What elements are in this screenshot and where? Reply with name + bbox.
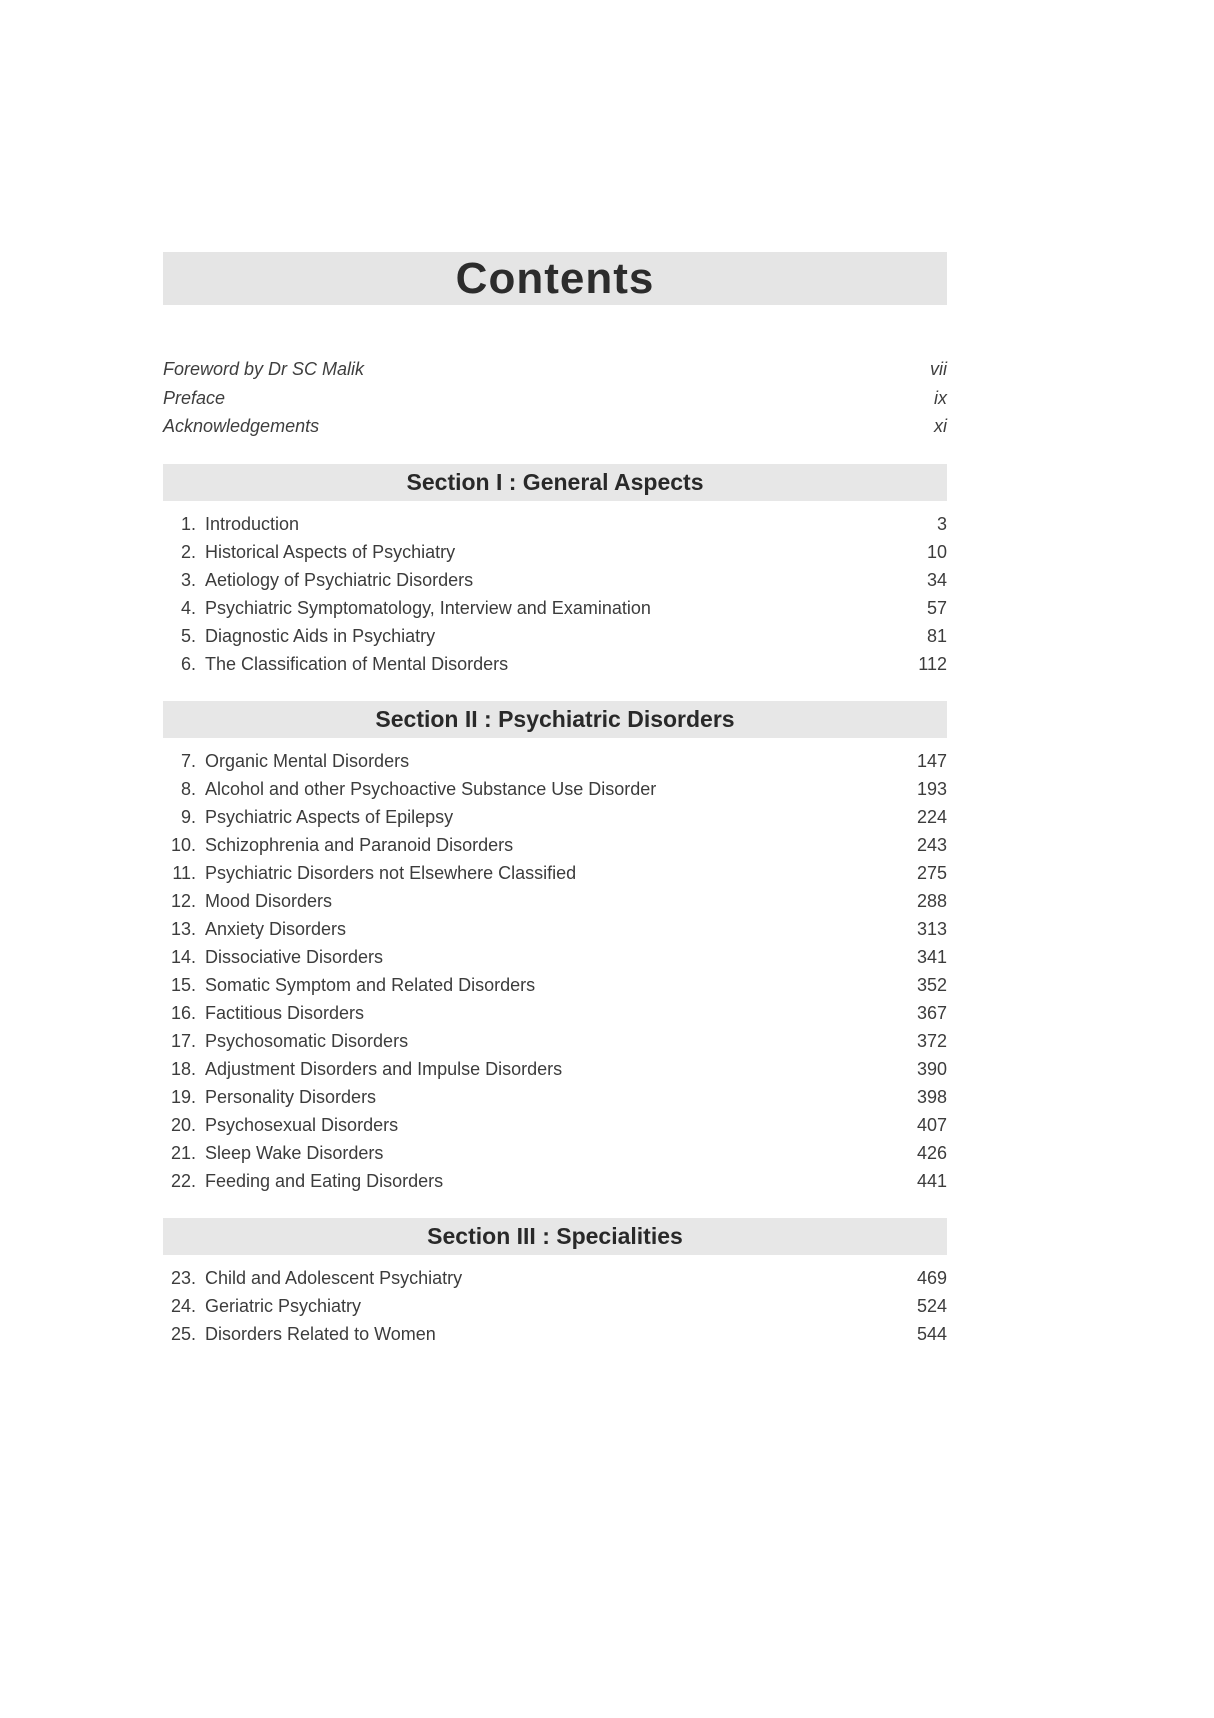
chapter-title: Alcohol and other Psychoactive Substance Use Disorder xyxy=(205,778,657,799)
chapter-title: Aetiology of Psychiatric Disorders xyxy=(205,569,474,590)
front-matter-row xyxy=(163,384,947,413)
chapter-title: Psychosexual Disorders xyxy=(205,1114,399,1135)
chapter-title: Anxiety Disorders xyxy=(205,918,347,939)
toc-entry-row xyxy=(163,747,947,775)
chapter-page-number: 524 xyxy=(916,1295,947,1316)
chapter-number: 22. xyxy=(170,1170,196,1191)
chapter-title: Adjustment Disorders and Impulse Disorders xyxy=(205,1058,563,1079)
chapter-number: 8. xyxy=(180,778,196,799)
toc-entry-row xyxy=(163,803,947,831)
sections-container xyxy=(163,464,947,1348)
toc-entry-row xyxy=(163,1027,947,1055)
chapter-number: 3. xyxy=(180,569,196,590)
front-matter-list xyxy=(163,355,947,441)
chapter-title: Diagnostic Aids in Psychiatry xyxy=(205,625,436,646)
chapter-page-number: 544 xyxy=(916,1323,947,1344)
chapter-page-number: 243 xyxy=(916,834,947,855)
front-matter-row xyxy=(163,355,947,384)
front-matter-label: Preface xyxy=(163,387,226,408)
section-entries xyxy=(163,747,947,1195)
chapter-number: 20. xyxy=(170,1114,196,1135)
section-title: Section II : Psychiatric Disorders xyxy=(375,705,735,732)
chapter-page-number: 398 xyxy=(916,1086,947,1107)
toc-entry-row xyxy=(163,887,947,915)
chapter-number: 7. xyxy=(180,750,196,771)
chapter-number: 16. xyxy=(170,1002,196,1023)
toc-section xyxy=(163,1218,947,1348)
chapter-page-number: 193 xyxy=(916,778,947,799)
section-heading-banner xyxy=(163,464,947,501)
toc-entry-row xyxy=(163,650,947,678)
toc-entry-row xyxy=(163,510,947,538)
chapter-page-number: 81 xyxy=(926,625,947,646)
chapter-title: Psychiatric Aspects of Epilepsy xyxy=(205,806,454,827)
chapter-page-number: 390 xyxy=(916,1058,947,1079)
chapter-page-number: 57 xyxy=(926,597,947,618)
front-matter-row xyxy=(163,412,947,441)
toc-entry-row xyxy=(163,1264,947,1292)
toc-entry-row xyxy=(163,831,947,859)
front-matter-page-number: vii xyxy=(930,359,947,379)
chapter-page-number: 372 xyxy=(916,1030,947,1051)
chapter-number: 5. xyxy=(180,625,196,646)
chapter-number: 1. xyxy=(180,513,196,534)
chapter-number: 19. xyxy=(170,1086,196,1107)
chapter-title: Dissociative Disorders xyxy=(205,946,384,967)
toc-entry-row xyxy=(163,1055,947,1083)
toc-entry-row xyxy=(163,1167,947,1195)
section-heading-banner xyxy=(163,1218,947,1255)
section-title: Section I : General Aspects xyxy=(406,468,704,495)
chapter-page-number: 10 xyxy=(926,541,947,562)
toc-entry-row xyxy=(163,1139,947,1167)
chapter-title: Historical Aspects of Psychiatry xyxy=(205,541,456,562)
chapter-page-number: 147 xyxy=(916,750,947,771)
toc-entry-row xyxy=(163,1111,947,1139)
toc-entry-row xyxy=(163,775,947,803)
section-entries xyxy=(163,510,947,678)
chapter-title: Geriatric Psychiatry xyxy=(205,1295,362,1316)
chapter-page-number: 352 xyxy=(916,974,947,995)
chapter-number: 18. xyxy=(170,1058,196,1079)
toc-entry-row xyxy=(163,1320,947,1348)
toc-entry-row xyxy=(163,622,947,650)
chapter-number: 23. xyxy=(170,1267,196,1288)
chapter-number: 17. xyxy=(170,1030,196,1051)
chapter-number: 25. xyxy=(170,1323,196,1344)
front-matter-label: Foreword by Dr SC Malik xyxy=(163,359,365,379)
chapter-number: 9. xyxy=(180,806,196,827)
toc-entry-row xyxy=(163,971,947,999)
chapter-title: Sleep Wake Disorders xyxy=(205,1142,384,1163)
chapter-number: 11. xyxy=(172,862,196,883)
chapter-page-number: 441 xyxy=(916,1170,947,1191)
chapter-number: 21. xyxy=(170,1142,196,1163)
chapter-title: Psychiatric Disorders not Elsewhere Classified xyxy=(205,862,577,883)
toc-section xyxy=(163,464,947,678)
chapter-page-number: 275 xyxy=(916,862,947,883)
section-entries xyxy=(163,1264,947,1348)
chapter-number: 2. xyxy=(180,541,196,562)
page-title: Contents xyxy=(455,253,655,303)
chapter-number: 6. xyxy=(180,653,196,674)
chapter-page-number: 112 xyxy=(918,653,947,674)
chapter-number: 14. xyxy=(170,946,196,967)
chapter-number: 4. xyxy=(180,597,196,618)
chapter-title: Somatic Symptom and Related Disorders xyxy=(205,974,536,995)
front-matter-label: Acknowledgements xyxy=(163,416,320,436)
chapter-title: Mood Disorders xyxy=(205,890,333,911)
chapter-title: Organic Mental Disorders xyxy=(205,750,410,771)
toc-entry-row xyxy=(163,999,947,1027)
chapter-title: Personality Disorders xyxy=(205,1086,377,1107)
toc-entry-row xyxy=(163,538,947,566)
chapter-page-number: 313 xyxy=(916,918,947,939)
chapter-page-number: 469 xyxy=(916,1267,947,1288)
chapter-title: Psychosomatic Disorders xyxy=(205,1030,409,1051)
toc-entry-row xyxy=(163,594,947,622)
toc-entry-row xyxy=(163,943,947,971)
chapter-title: Feeding and Eating Disorders xyxy=(205,1170,444,1191)
section-heading-banner xyxy=(163,701,947,738)
toc-entry-row xyxy=(163,859,947,887)
chapter-title: Child and Adolescent Psychiatry xyxy=(205,1267,463,1288)
chapter-number: 15. xyxy=(170,974,196,995)
contents-title-banner xyxy=(163,252,947,305)
section-title: Section III : Specialities xyxy=(427,1222,683,1249)
chapter-page-number: 288 xyxy=(916,890,947,911)
toc-entry-row xyxy=(163,566,947,594)
chapter-title: Schizophrenia and Paranoid Disorders xyxy=(205,834,514,855)
chapter-title: Disorders Related to Women xyxy=(205,1323,436,1344)
toc-section xyxy=(163,701,947,1195)
chapter-page-number: 34 xyxy=(926,569,947,590)
chapter-number: 24. xyxy=(170,1295,196,1316)
chapter-title: Psychiatric Symptomatology, Interview and Examination xyxy=(205,597,651,618)
toc-entry-row xyxy=(163,915,947,943)
chapter-number: 12. xyxy=(170,890,196,911)
chapter-page-number: 3 xyxy=(936,513,947,534)
chapter-page-number: 407 xyxy=(916,1114,947,1135)
chapter-page-number: 426 xyxy=(916,1142,947,1163)
chapter-title: Introduction xyxy=(205,513,300,534)
chapter-title: The Classification of Mental Disorders xyxy=(205,653,509,674)
chapter-number: 13. xyxy=(170,918,196,939)
chapter-number: 10. xyxy=(170,834,196,855)
front-matter-page-number: xi xyxy=(934,416,947,436)
chapter-title: Factitious Disorders xyxy=(205,1002,365,1023)
chapter-page-number: 341 xyxy=(916,946,947,967)
toc-entry-row xyxy=(163,1083,947,1111)
chapter-page-number: 367 xyxy=(916,1002,947,1023)
front-matter-page-number: ix xyxy=(934,387,947,408)
toc-entry-row xyxy=(163,1292,947,1320)
chapter-page-number: 224 xyxy=(916,806,947,827)
